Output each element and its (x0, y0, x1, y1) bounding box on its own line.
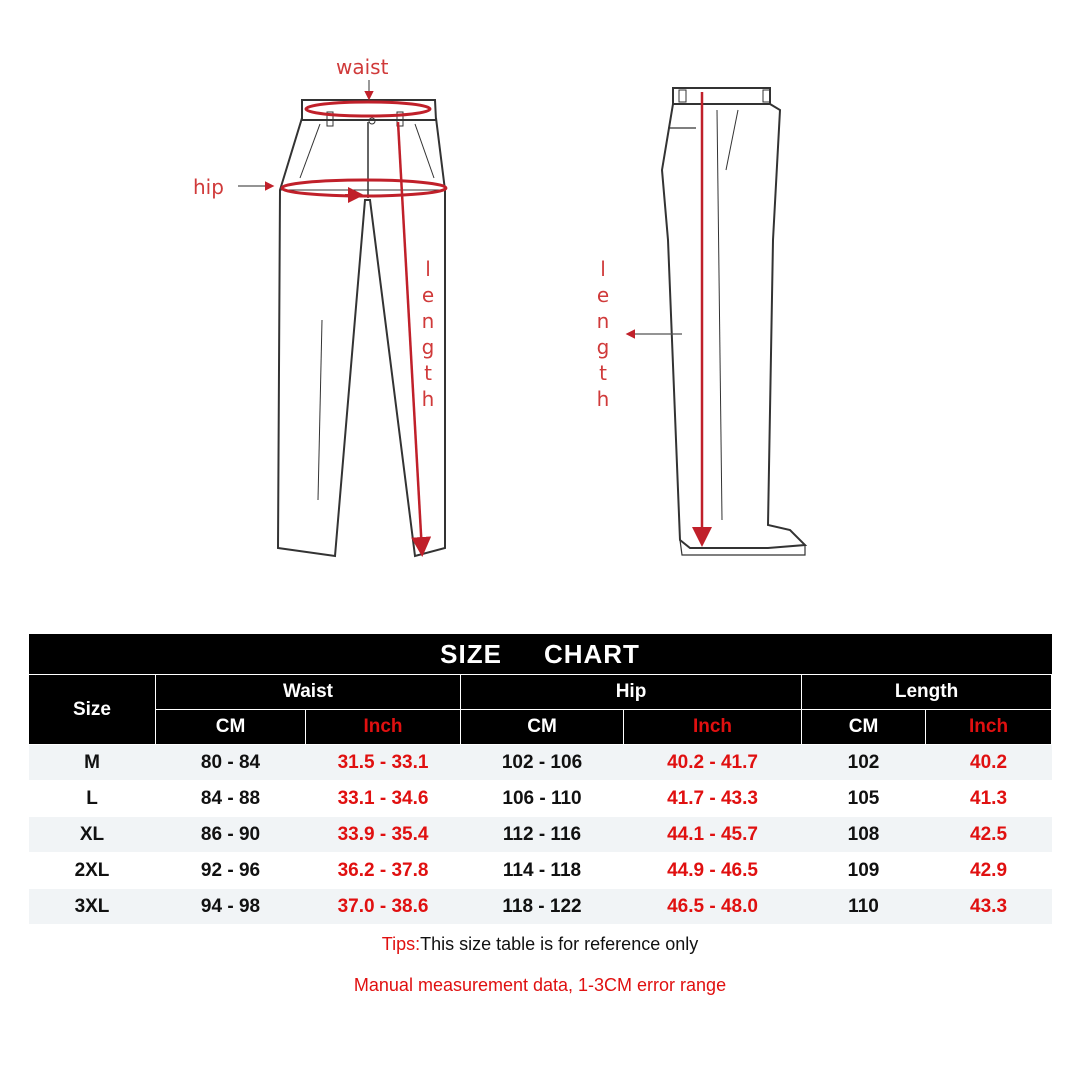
waist-measure-ring (306, 102, 430, 116)
table-cell: 112 - 116 (461, 817, 624, 853)
table-row (29, 889, 1052, 925)
table-cell: 40.2 (926, 745, 1052, 781)
table-cell: 42.9 (926, 853, 1052, 889)
unit-header: CM (802, 710, 926, 745)
size-cell: 2XL (29, 853, 156, 889)
table-cell: 105 (802, 781, 926, 817)
table-cell: 114 - 118 (461, 853, 624, 889)
length-group-header: Length (802, 675, 1052, 710)
unit-header: Inch (306, 710, 461, 745)
table-cell: 46.5 - 48.0 (624, 889, 802, 925)
table-cell: 41.3 (926, 781, 1052, 817)
hip-group-header: Hip (461, 675, 802, 710)
table-cell: 41.7 - 43.3 (624, 781, 802, 817)
size-cell: 3XL (29, 889, 156, 925)
table-cell: 108 (802, 817, 926, 853)
hip-measure-ring (282, 180, 446, 196)
table-cell: 102 (802, 745, 926, 781)
table-row (29, 817, 1052, 853)
table-cell: 44.9 - 46.5 (624, 853, 802, 889)
unit-header: CM (156, 710, 306, 745)
measurement-note: Manual measurement data, 1-3CM error range (353, 975, 727, 995)
table-cell: 80 - 84 (156, 745, 306, 781)
table-cell: 36.2 - 37.8 (306, 853, 461, 889)
table-cell: 86 - 90 (156, 817, 306, 853)
size-chart-title: SIZE CHART (29, 634, 1052, 675)
table-cell: 109 (802, 853, 926, 889)
table-cell: 106 - 110 (461, 781, 624, 817)
table-cell: 102 - 106 (461, 745, 624, 781)
front-length-label: l e n g t h (421, 257, 435, 411)
table-row (29, 745, 1052, 781)
table-cell: 92 - 96 (156, 853, 306, 889)
table-cell: 118 - 122 (461, 889, 624, 925)
tips-prefix: Tips: (381, 934, 421, 954)
size-column-header: Size (29, 675, 156, 745)
side-length-label: l e n g t h (596, 257, 610, 411)
size-cell: XL (29, 817, 156, 853)
table-cell: 84 - 88 (156, 781, 306, 817)
table-cell: 44.1 - 45.7 (624, 817, 802, 853)
table-cell: 37.0 - 38.6 (306, 889, 461, 925)
table-cell: 33.9 - 35.4 (306, 817, 461, 853)
table-cell: 42.5 (926, 817, 1052, 853)
table-cell: 110 (802, 889, 926, 925)
unit-header: Inch (926, 710, 1052, 745)
unit-header: CM (461, 710, 624, 745)
table-cell: 33.1 - 34.6 (306, 781, 461, 817)
table-row (29, 853, 1052, 889)
waist-label: waist (336, 55, 389, 79)
unit-header: Inch (624, 710, 802, 745)
table-row (29, 781, 1052, 817)
table-cell: 40.2 - 41.7 (624, 745, 802, 781)
size-chart-table (28, 634, 1052, 925)
size-cell: L (29, 781, 156, 817)
tips-text: This size table is for reference only (420, 934, 699, 954)
tips-line (0, 934, 1080, 955)
hip-label: hip (193, 175, 224, 199)
table-cell: 94 - 98 (156, 889, 306, 925)
table-cell: 43.3 (926, 889, 1052, 925)
size-cell: M (29, 745, 156, 781)
table-cell: 31.5 - 33.1 (306, 745, 461, 781)
side-pants-drawing (662, 88, 805, 555)
waist-group-header: Waist (156, 675, 461, 710)
